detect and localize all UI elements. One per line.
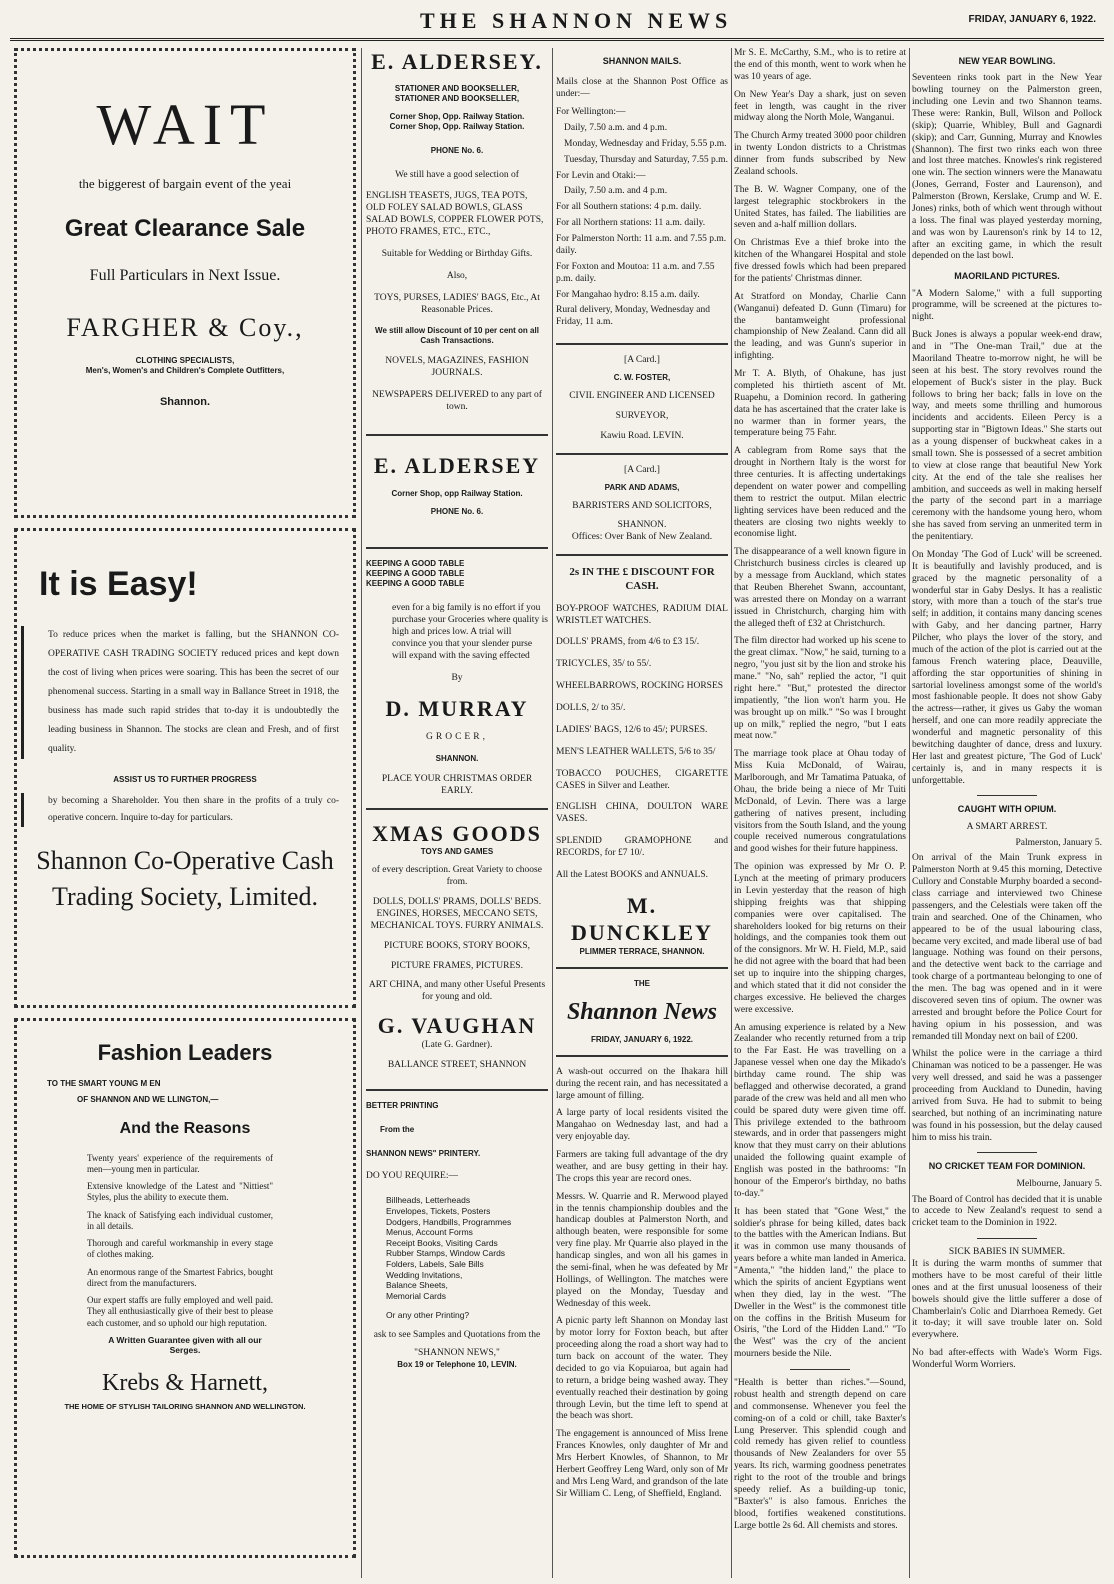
column-3 [556, 48, 728, 1578]
reason-item: Extensive knowledge of the Latest and "Nittiest" Styles, plus the ability to execute them. [87, 1181, 273, 1203]
murray-name: D. MURRAY [385, 695, 529, 721]
news-item: The film director had worked up his scene to the great climax. "Now," he said, turning to a negro, "you just sit by the lion and stroke his mane." "No, sah" replied the actor, "I quit right here." "But," protested the director impatiently, "the lion won't harm you. He was brought up on milk." "So was I brought up on milk," replied the negro, "but I eats meat now." [734, 636, 906, 742]
printing-item: Folders, Labels, Sale Bills [386, 1259, 484, 1269]
murray-keeping: KEEPING A GOOD TABLE [366, 559, 465, 569]
mail-item: Daily, 7.50 a.m. and 4 p.m. [564, 186, 668, 197]
reason-item: The knack of Satisfying each individual customer, in all details. [87, 1209, 273, 1231]
aldersey2-phone: PHONE No. 6. [430, 507, 484, 517]
section-rule [977, 1238, 1037, 1239]
dunckley-address: PLIMMER TERRACE, SHANNON. [579, 946, 705, 956]
column-2 [366, 48, 548, 1578]
cricket-dateline: Melbourne, January 5. [1016, 1178, 1102, 1189]
news-item: A large party of local residents visited the Mangahao on Wednesday last, and had a very enjoyable day. [556, 1108, 728, 1143]
news-item: The B. W. Wagner Company, one of the largest telegraphic stockbrokers in the United States, has failed. The liabilities are seven and a-half million dollars. [734, 184, 906, 231]
park-office: Offices: Over Bank of New Zealand. [571, 532, 713, 543]
park-adams-card [556, 465, 728, 557]
opium-subheading: A SMART ARREST. [966, 821, 1048, 832]
nameplate-name: Shannon News [566, 998, 718, 1025]
dunckley-item: SPLENDID GRAMOPHONE and RECORDS, for £7 10/. [556, 836, 728, 858]
news-item: At Stratford on Monday, Charlie Cann (Wanganui) defeated D. Gunn (Timaru) for the bantamweight professional championship of New Zealand. Cann did all the leading, and was Gunn's superior in infighting. [734, 291, 906, 362]
news-item: It has been stated that "Gone West," the soldier's phrase for being killed, dates back to the battles with the American Indians. But it was in common use many thousands of years before a white man landed in America. "Amenta," "the hidden land," the place to which the spirits of ancient Egyptians went when they died, lay in the west. "The Dweller in the West" is the commonest title on the coffins in the British Museum for Osiris, "the Lord of the Hidden Land." "To the West" was the cry of the ancient mourners beside the Nile. [734, 1206, 906, 1360]
mail-item: For Levin and Otaki:— [556, 170, 646, 181]
section-rule [977, 795, 1037, 796]
printing-item: Wedding Invitations, [386, 1269, 463, 1280]
nameplate [556, 979, 728, 1057]
news-item: A picnic party left Shannon on Monday last by motor lorry for Foxton beach, but after proceeding along the road a short way had to turn back on account of the water. They decided to go via Kopuiaroa, but again had to return, a bridge being washed away. They eventually reached their destination by going through Levin, but the time left to spend at the beach was short. [556, 1316, 728, 1422]
dunckley-name: M. DUNCKLEY [571, 892, 713, 946]
fargher-town: Shannon. [159, 396, 211, 409]
wait-subline: the biggerest of bargain event of the yeai [78, 175, 292, 191]
newspaper-title: THE SHANNON NEWS [420, 8, 733, 33]
aldersey-novels: NOVELS, MAGAZINES, FASHION JOURNALS. [385, 356, 529, 379]
fashion-to2: OF SHANNON AND WE LLINGTON,— [77, 1094, 219, 1104]
news-item: On New Year's Day a shark, just on seven feet in length, was caught in the river midway along the North Mole, Wanganui. [734, 89, 906, 124]
news-item: "Health is better than riches."—Sound, robust health and strength depend on care and commonsense. Whenever you feel the coming-on of a cold or chill, take Baxter's Lung Preserver. This splendid cough and cold remedy has given relief to countless thousands of New Zealanders for over 55 years. Its rich, warming goodness penetrates right to the root of the trouble and brings speedy relief. As a building-up tonic, "Baxter's" is also famous. Enriches the blood, fortifies weakened constitutions. Large bottle 2s 6d. All chemists and stores. [734, 1378, 906, 1531]
aldersey2-addr: Corner Shop, opp Railway Station. [391, 489, 523, 499]
news-item: Mr S. E. McCarthy, S.M., who is to retire at the end of this month, went to work when he was 10 years of age. [734, 48, 906, 82]
park-title: BARRISTERS AND SOLICITORS, [572, 500, 712, 511]
local-news [556, 1067, 728, 1501]
foster-card-label: [A Card.] [624, 355, 660, 366]
mails-intro: Mails close at the Shannon Post Office as under:— [556, 77, 728, 100]
murray-keeping: KEEPING A GOOD TABLE [366, 579, 465, 589]
aldersey-name: E. ALDERSEY. [371, 49, 543, 74]
section-rule [977, 1152, 1037, 1153]
wait-headline: WAIT [96, 92, 274, 157]
babies-heading: SICK BABIES IN SUMMER. [948, 1247, 1066, 1258]
mail-item: For Foxton and Moutoa: 11 a.m. and 7.55 p.m. daily. [556, 261, 715, 284]
dunckley-item: ENGLISH CHINA, DOULTON WARE VASES. [556, 802, 728, 825]
cricket-heading: NO CRICKET TEAM FOR DOMINION. [928, 1161, 1086, 1172]
mail-item: For Wellington:— [556, 107, 626, 117]
murray-town: SHANNON. [435, 754, 479, 763]
aldersey-items: ENGLISH TEASETS, JUGS, TEA POTS, OLD FOLEY SALAD BOWLS, GLASS SALAD BOWLS, COPPER FLOWER POTS, PHOTO FRAMES, ETC., ETC., [366, 191, 544, 237]
foster-card [556, 355, 728, 455]
aldersey-also: Also, [446, 270, 468, 281]
foster-name: C. W. FOSTER, [613, 373, 671, 382]
aldersey-suitable: Suitable for Wedding or Birthday Gifts. [381, 248, 533, 259]
xmas-desc: of every description. Great Variety to choose from. [372, 865, 542, 888]
dunckley-item: TRICYCLES, 35/ to 55/. [556, 659, 652, 670]
news-item: Farmers are taking full advantage of the dry weather, and are busy getting in their hay. The crops this year are record ones. [556, 1150, 728, 1184]
printing-item: Balance Sheets, [386, 1280, 448, 1291]
xmas-art: ART CHINA, and many other Useful Presents for young and old. [368, 980, 546, 1003]
vaughan-ad [366, 820, 548, 1092]
news-item: Mr T. A. Blyth, of Ohakune, has just completed his thirtieth ascent of Mt. Ruapehu, a Dominion record. In gathering data he has ascertained that the crater lake is no warmer than in former years, the temperature being 75 Fahr. [734, 369, 906, 439]
news-item: The opinion was expressed by Mr O. P. Lynch at the meeting of primary producers in Levin yesterday that the reason of high shipping freights was that shipping companies were over capitalised. The shareholders looked for big returns on their holdings, and the companies took them out of the consignors. Mr W. H. Field, M.P., said he did not agree with the board that had been set up to inquire into the shipping charges, and which stated that it did not consider the charges excessive. He believed the charges were excessive. [734, 862, 906, 1015]
aldersey-discount: We still allow Discount of 10 per cent on all Cash Transactions. [375, 326, 539, 346]
murray-by: By [451, 672, 463, 683]
coop-society-name: Shannon Co-Operative Cash Trading Society, Limited. [36, 845, 334, 912]
babies-body: It is during the warm months of summer that mothers have to be most careful of their little ones and at the first unusual looseness of their bowels should give the little sufferer a dose of Chamberlain's Colic and Diarrhoea Remedy. Get it to-day; it will save trouble later on. Sold everywhere. [912, 1259, 1102, 1341]
murray-ad [366, 559, 548, 809]
issue-date: FRIDAY, JANUARY 6, 1922. [968, 14, 1096, 25]
wade-ad: No bad after-effects with Wade's Worm Figs. Wonderful Worm Worriers. [912, 1348, 1102, 1370]
aldersey-selection: We still have a good selection of [395, 169, 519, 180]
murray-body: even for a big family is no effort if you purchase your Groceries where quality is high and prices low. A trial will convince you that your slender purse will expand with the saving effected [392, 603, 548, 661]
news-item: A cablegram from Rome says that the drought in Northern Italy is the worst for three centuries. It is affecting undertakings dependent on water power and compelling them to restrict the output. Milan electric lighting services have been reduced and the theaters are closing two nights weekly to economise light. [734, 446, 906, 540]
reason-item: Thorough and careful workmanship in every stage of clothes making. [87, 1238, 273, 1260]
vaughan-late: (Late G. Gardner). [421, 1039, 493, 1050]
nameplate-the: THE [634, 978, 650, 988]
aldersey-phone: PHONE No. 6. [430, 145, 484, 155]
dunckley-item: DOLLS, 2/ to 35/. [556, 703, 626, 713]
mail-item: Monday, Wednesday and Friday, 5.55 p.m. [564, 138, 727, 149]
mails-section [556, 56, 728, 345]
printing-item: Menus, Account Forms [386, 1227, 473, 1238]
aldersey-ad-1 [366, 48, 548, 436]
foster-title: CIVIL ENGINEER AND LICENSED [569, 391, 715, 401]
vaughan-name: G. VAUGHAN [377, 1013, 537, 1039]
aldersey-line: Corner Shop, Opp. Railway Station. [389, 121, 525, 131]
opium-body: Whilst the police were in the carriage a third Chinaman was noticed to be a passenger. He was very well dressed, and said he was a passenger proceeding from Auckland to Dunedin, having arrived from Suva. He had to submit to being searched, but nothing of an incriminating nature was found in his possession, but the delay caused him to miss his train. [912, 1049, 1102, 1143]
fashion-to1: TO THE SMART YOUNG M EN [47, 1078, 161, 1088]
dunckley-item: All the Latest BOOKS and ANNUALS. [556, 869, 708, 880]
foster-address: Kawiu Road. LEVIN. [600, 430, 684, 441]
aldersey-line: STATIONER AND BOOKSELLER, [394, 93, 520, 103]
mail-item: For all Northern stations: 11 a.m. daily. [556, 218, 706, 229]
reason-item: Our expert staffs are fully employed and well paid. They all enthusiastically give of their best to please each customer, and so uphold our high reputation. [87, 1295, 273, 1328]
easy-headline: It is Easy! [39, 565, 198, 603]
krebs-name: Krebs & Harnett, [102, 1370, 268, 1396]
news-item: On Christmas Eve a thief broke into the kitchen of the Whangarei Hospital and stole five dressed fowls which had been prepared for the patients' Christmas dinner. [734, 238, 906, 284]
printing-ask: ask to see Samples and Quotations from the [373, 1330, 541, 1341]
dunckley-item: LADIES' BAGS, 12/6 to 45/; PURSES. [556, 724, 708, 735]
news-item: The disappearance of a well known figure in Christchurch business circles is cleared up by a message from Auckland, which states that Reuben Bherehet Swann, accountant, was arrested there on Monday on a warrant issued in Christchurch, charging him with the alleged theft of £32 at Christchurch. [734, 547, 906, 629]
column-divider [909, 48, 910, 1578]
mail-item: Daily, 7.50 a.m. and 4 p.m. [564, 122, 668, 133]
printing-printery: SHANNON NEWS" PRINTERY. [366, 1149, 481, 1159]
mail-item: Rural delivery, Monday, Wednesday and Friday, 11 a.m. [556, 305, 711, 328]
aldersey-line: Corner Shop, Opp. Railway Station. [389, 111, 525, 121]
pictures-body: "A Modern Salome," with a full supporting programme, will be screened at the pictures to-night. [912, 288, 1102, 323]
guarantee: A Written Guarantee given with all our Serges. [108, 1334, 262, 1356]
opium-body: On arrival of the Main Trunk express in Palmerston North at 9.45 this morning, Detective Cullory and Constable Murphy boarded a second-class carriage and interviewed two Chinese passengers, and the Celestials were taken off the train and searched. One of the Chinamen, who appeared to be of the usual labouring class, became very excited, and made liberal use of bad language. Nothing was found on their persons, and the detective went back to the carriage and took charge of a portmanteau belonging to one of the men. The bag was opened and in it were discovered seven tins of opium. The owner was arrested and brought before the Police Court for having opium in his possession, and was remanded till Monday next on bail of £200. [912, 853, 1102, 1042]
reasons-list [27, 1153, 343, 1329]
aldersey2-name: E. ALDERSEY [373, 452, 541, 478]
opium-dateline: Palmerston, January 5. [1015, 837, 1102, 848]
dunckley-item: BOY-PROOF WATCHES, RADIUM DIAL WRISTLET WATCHES. [556, 603, 728, 626]
fargher-desc2: Men's, Women's and Children's Complete Outfitters, [85, 366, 285, 376]
dunckley-ad [556, 566, 728, 969]
vaughan-street: BALLANCE STREET, SHANNON [387, 1059, 527, 1070]
aldersey-ad-2 [366, 452, 548, 550]
printing-list [366, 1195, 548, 1320]
printing-item: Receipt Books, Visiting Cards [386, 1237, 498, 1248]
bowling-heading: NEW YEAR BOWLING. [958, 56, 1056, 66]
murray-keeping: KEEPING A GOOD TABLE [366, 569, 465, 579]
opium-heading: CAUGHT WITH OPIUM. [957, 804, 1057, 815]
masthead-rule [10, 38, 1104, 41]
reason-item: An enormous range of the Smartest Fabrics, bought direct from the manufacturers. [87, 1266, 273, 1288]
cricket-body: The Board of Control has decided that it is unable to accede to New Zealand's request to send a cricket team to the Dominion in 1922. [912, 1194, 1102, 1229]
mail-item: Tuesday, Thursday and Saturday, 7.55 p.m. [564, 154, 728, 165]
aldersey-newspapers: NEWSPAPERS DELIVERED to any part of town. [372, 390, 542, 412]
park-town: SHANNON. [617, 520, 667, 531]
printing-item: Envelopes, Tickets, Posters [386, 1205, 491, 1216]
coop-body: To reduce prices when the market is falling, but the SHANNON CO-OPERATIVE CASH TRADING SOCIETY reduced prices and kept down the cost of living when prices were soaring. This has been the secret of our phenomenal success. Starting in a small way in Ballance Street in 1918, the business has made such rapid strides that to-day it is undoubtedly the leading business in Shannon. The stocks are clean and Fresh, and of first quality. [21, 626, 349, 759]
news-item: Messrs. W. Quarrie and R. Merwood played in the tennis championship doubles and the handicap doubles at Palmerston North, and although beaten, were responsible for some very fine play. Mr Quarrie also played in the handicap singles, and won all his games in the semi-final, when he was defeated by Mr Hollings, of Wellington. The matches were played on the Monday, Tuesday and Wednesday of this week. [556, 1191, 728, 1309]
column-divider [552, 48, 553, 1578]
section-rule [790, 1369, 850, 1370]
printing-item: Billheads, Letterheads [386, 1195, 471, 1206]
krebs-tagline: THE HOME OF STYLISH TAILORING SHANNON AND WELLINGTON. [64, 1402, 306, 1411]
column-divider [731, 48, 732, 1578]
xmas-books: PICTURE BOOKS, STORY BOOKS, [384, 940, 530, 951]
mails-heading: SHANNON MAILS. [602, 56, 682, 66]
xmas-toys: TOYS AND GAMES [420, 847, 494, 857]
assist-body: by becoming a Shareholder. You then share in the profits of a truly co-operative concern. Inquire to-day for particulars. [21, 793, 349, 827]
xmas-items: DOLLS, DOLLS' PRAMS, DOLLS' BEDS. ENGINES, HORSES, MECCANO SETS, MECHANICAL TOYS. FURRY ANIMALS. [370, 897, 544, 931]
bowling-body: Seventeen rinks took part in the New Year bowling tourney on the Palmerston green, including one Levin and two Shannon teams. These were: Rankin, Bull, Wilson and Pollock (skip); Quarrie, Whibley, Bull and Gagnardi (skip); and Carr, Gunning, Murray and Knowles (Shannon). The first two rinks each won three and lost three matches. Knowles's rink registered one win. The section winners were the Manawatu (Jones, Gerrand, Foster and Laurenson), and Palmerston (Brown, Kerslake, Crump and W. E. Jones) rinks, both of which went through without a loss. The final was played yesterday morning, and was won by Laurenson's rink by 14 to 12, after an exciting game, in which the result depended on the last bowl. [912, 73, 1102, 262]
foster-title2: SURVEYOR, [615, 410, 669, 421]
dunckley-item: DOLLS' PRAMS, from 4/6 to £3 15/. [556, 637, 700, 648]
reasons-heading: And the Reasons [119, 1119, 251, 1137]
xmas-goods: XMAS GOODS [372, 820, 542, 846]
pictures-body: On Monday 'The God of Luck' will be screened. It is beautifully and lavishly produced, and is graced by the magnetic personality of a wonderful star in Gaby Deslys. It has a realistic story, with more than a touch of the star's true self; in addition, it contains many dancing scenes with Gaby, and her dancing partner, Harry Pilcher, who plays the lover of the story, and much of the action of the plot is carried out at the famous French watering place, Deauville, affording the star opportunities of shining in sartorial loveliness amongst some of the world's most fashionable people. It does not show Gaby the actress—rather, it gives us Gaby the woman herself, and one can more readily appreciate the wonderful and magnetic personality of this bewitching daughter of dance, dress and luxury. Her last and greatest picture, 'The God of Luck' certainly is, and in many respects it is unforgettable. [912, 549, 1102, 786]
printing-ad [366, 1101, 548, 1370]
news-item: An amusing experience is related by a New Zealander who recently returned from a trip to the Far East. He was travelling on a Japanese vessel when one day the Mikado's birthday came round. The ship was beflagged and otherwise decorated, a grand parade of the crew was held and all men who could be spared duty were given time off. This privilege extended to the bathroom stewards, and in order that passengers might know that they must carry on their ablutions unaided the following quaint example of English was posted in the bathrooms: "In honour of the Emperor's birthday, no baths to-day." [734, 1022, 906, 1199]
news-item: The engagement is announced of Miss Irene Frances Knowles, only daughter of Mr and Mrs Herbert Knowles, of Shannon, to Mr Herbert Geoffrey Leng Ward, only son of Mr and Mrs Leng Ward, and grandson of the late Sir William C. Leng, of Sheffield, England. [556, 1429, 728, 1499]
news-item: A wash-out occurred on the Ihakara hill during the recent rain, and has necessitated a large amount of filling. [556, 1066, 728, 1101]
nameplate-date: FRIDAY, JANUARY 6, 1922. [591, 1034, 693, 1044]
clearance-sale: Great Clearance Sale [64, 214, 306, 242]
printing-other: Or any other Printing? [386, 1309, 470, 1320]
mail-item: For all Southern stations: 4 p.m. daily. [556, 202, 702, 213]
column-1 [14, 48, 356, 1578]
fargher-ad [14, 48, 356, 518]
printing-item: Memorial Cards [386, 1290, 446, 1301]
column-4 [734, 48, 906, 1578]
xmas-frames: PICTURE FRAMES, PICTURES. [391, 960, 523, 971]
printing-news: "SHANNON NEWS," [414, 1348, 500, 1358]
murray-grocer: GROCER, [426, 732, 488, 743]
reason-item: Twenty years' experience of the requirements of men—young men in particular. [87, 1152, 273, 1174]
news-item: The Church Army treated 3000 poor children in twenty London districts to a Christmas dinner from funds subscribed by New Zealand schools. [734, 131, 906, 177]
murray-order: PLACE YOUR CHRISTMAS ORDER EARLY. [381, 774, 533, 796]
aldersey-line: STATIONER AND BOOKSELLER, [394, 83, 520, 93]
park-card-label: [A Card.] [624, 464, 660, 475]
dunckley-item: WHEELBARROWS, ROCKING HORSES [556, 681, 724, 692]
fargher-desc: CLOTHING SPECIALISTS, [135, 356, 235, 366]
dunckley-item: MEN'S LEATHER WALLETS, 5/6 to 35/ [556, 746, 716, 757]
pictures-heading: MAORILAND PICTURES. [954, 271, 1060, 282]
printing-box: Box 19 or Telephone 10, LEVIN. [397, 1359, 517, 1369]
dunckley-item: TOBACCO POUCHES, CIGARETTE CASES in Silver and Leather. [556, 768, 728, 791]
mails-list [556, 107, 728, 329]
mail-item: For Palmerston North: 11 a.m. and 7.55 p.m. daily. [556, 234, 727, 256]
krebs-ad [14, 1018, 356, 1558]
fashion-headline: Fashion Leaders [97, 1040, 273, 1065]
park-name: PARK AND ADAMS, [604, 482, 680, 492]
printing-heading: BETTER PRINTING [366, 1101, 439, 1111]
printing-item: Rubber Stamps, Window Cards [386, 1248, 506, 1259]
particulars: Full Particulars in Next Issue. [89, 266, 281, 284]
printing-item: Dodgers, Handbills, Programmes [386, 1216, 512, 1227]
fargher-name: FARGHER & Coy., [66, 312, 304, 342]
printing-require: DO YOU REQUIRE:— [366, 1171, 459, 1182]
masthead [0, 0, 1114, 40]
mail-item: For Mangahao hydro: 8.15 a.m. daily. [556, 289, 700, 300]
printing-from: From the [380, 1125, 415, 1135]
news-item: The marriage took place at Ohau today of Miss Kuia McDonald, of Wairau, Marlborough, and Mr Tamatima Patuaka, of Ohau, the bride being a niece of Mr Tuiti McDonald, of Levin. There was a large gathering of natives present, including visitors from the South Island, and the young couple received numerous congratulations and good wishes for their future happiness. [734, 749, 906, 855]
pictures-body: Buck Jones is always a popular week-end draw, and in "The One-man Trail," due at the Maoriland Theatre to-morrow night, he will be seen at his best. The story revolves round the elopement of Buck's sister in the play. Buck follows to bring her back; falls in love on the way, and meets some thrilling and humorous incidents and accidents. Eileen Percy is a supporting star in "Bigtown Ideas." She starts out as a young dispenser of buckwheat cakes in a small town. She is possessed of a secret ambition to view at close range that beautiful New York city. At the end of the tale she realises her ambition, and succeeds as well in making herself the party of the second part in a marriage ceremony with the handsome young hero, whom she has saved from serving an unmerited term in the penitentiary. [912, 330, 1102, 542]
aldersey-toys: TOYS, PURSES, LADIES' BAGS, Etc., At Reasonable Prices. [374, 292, 540, 315]
assist-heading: ASSIST US TO FURTHER PROGRESS [113, 774, 257, 784]
coop-ad [14, 528, 356, 1008]
dunckley-discount: 2s IN THE £ DISCOUNT FOR CASH. [569, 566, 715, 592]
column-5 [912, 48, 1102, 1578]
column-divider [361, 48, 362, 1578]
